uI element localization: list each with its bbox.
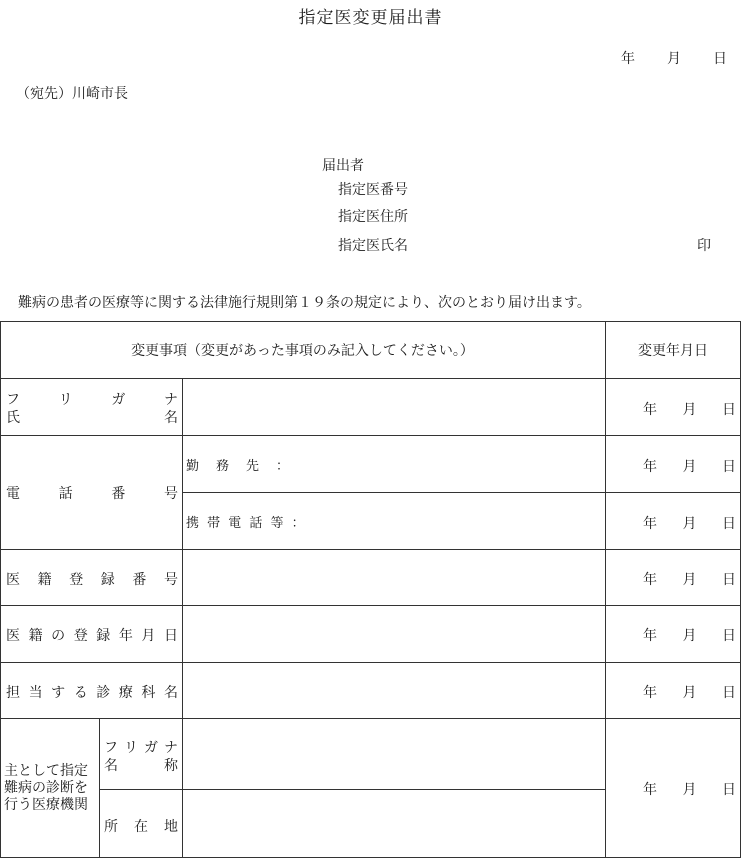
table-border: [182, 492, 741, 493]
phone-label: 電 話 番 号: [6, 486, 178, 502]
destination: （宛先）川崎市長: [16, 86, 128, 102]
name-label: 氏 名: [6, 410, 178, 426]
mobile-phone-label: 携 帯 電 話 等 ：: [186, 516, 307, 531]
table-header-date: 変更年月日: [638, 342, 708, 359]
table-border: [0, 662, 741, 663]
doctor-address-label: 指定医住所: [338, 209, 408, 225]
doctor-number-label: 指定医番号: [338, 182, 408, 198]
date-month-label: 月: [667, 51, 681, 67]
mobile-phone-change-date: 年 月 日: [643, 516, 736, 532]
institution-label: 主として指定 難病の診断を 行う医療機関: [4, 763, 88, 813]
intro-statement: 難病の患者の医療等に関する法律施行規則第１９条の規定により、次のとおり届け出ます。: [18, 295, 591, 311]
table-border: [0, 549, 741, 550]
table-border: [0, 605, 741, 606]
table-border: [0, 857, 741, 858]
registration-number-label: 医 籍 登 録 番 号: [6, 572, 178, 588]
furigana-label: フ リ ガ ナ: [6, 392, 178, 408]
table-header-changes: 変更事項（変更があった事項のみ記入してください。）: [131, 342, 474, 359]
table-border: [99, 718, 100, 858]
institution-address-label: 所 在 地: [104, 819, 178, 835]
name-change-date: 年 月 日: [643, 402, 736, 418]
seal-mark: 印: [697, 238, 711, 254]
table-border: [0, 718, 741, 719]
institution-name-label: 名 称: [104, 758, 178, 774]
department-label: 担 当 す る 診 療 科 名: [6, 685, 178, 701]
document-title: 指定医変更届出書: [298, 8, 443, 28]
table-border: [100, 789, 606, 790]
date-year-label: 年: [621, 51, 635, 67]
work-phone-label: 勤 務 先 ：: [186, 459, 292, 474]
table-border: [0, 321, 1, 858]
institution-furigana-label: フ リ ガ ナ: [104, 740, 178, 756]
table-border: [0, 378, 741, 379]
institution-change-date: 年 月 日: [643, 782, 736, 798]
work-phone-change-date: 年 月 日: [643, 459, 736, 475]
registration-number-change-date: 年 月 日: [643, 572, 736, 588]
table-border: [0, 435, 741, 436]
registration-date-change-date: 年 月 日: [643, 628, 736, 644]
registration-date-label: 医 籍 の 登 録 年 月 日: [6, 628, 178, 644]
applicant-label: 届出者: [322, 158, 364, 174]
department-change-date: 年 月 日: [643, 685, 736, 701]
date-day-label: 日: [713, 51, 727, 67]
table-border: [182, 378, 183, 858]
doctor-name-label: 指定医氏名: [338, 238, 408, 254]
